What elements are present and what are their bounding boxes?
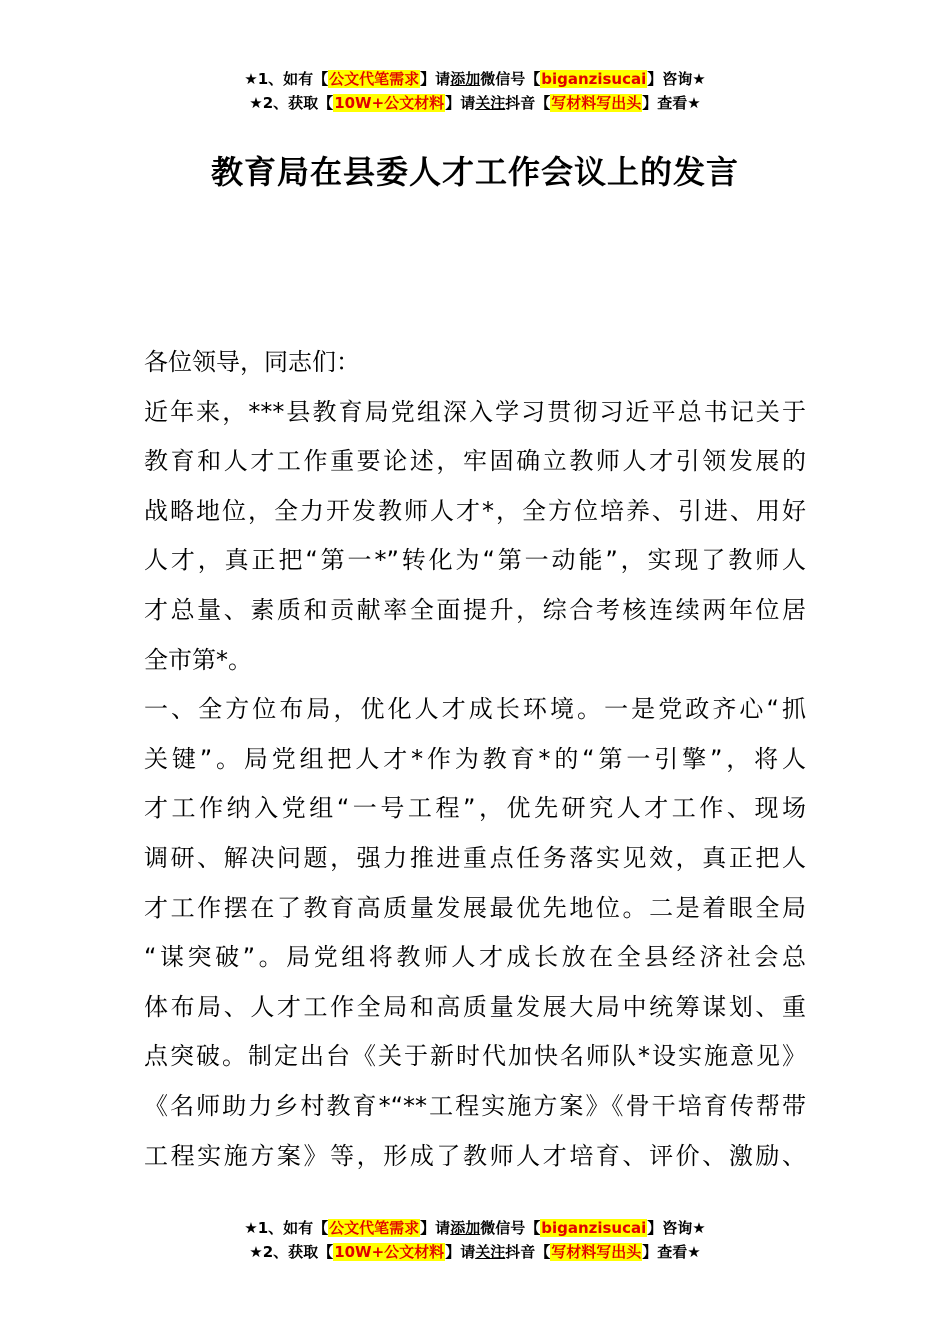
body-line: 关键”。局党组把人才*作为教育*的“第一引擎”，将人	[144, 744, 806, 773]
footer-promo-banner	[0, 1216, 950, 1264]
promo-line-1-mid: 】请	[420, 70, 451, 88]
body-line: 《名师助力乡村教育*“**工程实施方案》《骨干培育传帮带	[144, 1091, 806, 1120]
body-line: 才总量、素质和贡献率全面提升，综合考核连续两年位居	[144, 595, 806, 624]
body-line: 工程实施方案》等，形成了教师人才培育、评价、激励、	[144, 1141, 806, 1170]
body-line: 调研、解决问题，强力推进重点任务落实见效，真正把人	[144, 843, 806, 872]
body-line: 教育和人才工作重要论述，牢固确立教师人才引领发展的	[144, 447, 806, 476]
promo-line-1-mid2: 微信号【	[480, 1219, 541, 1237]
promo-highlight-douyin-account: 写材料写出头	[551, 1243, 642, 1261]
promo-line-2-emphasis: 关注	[475, 94, 506, 112]
promo-line-2-suffix: 】查看★	[642, 94, 701, 112]
promo-line-1-prefix: ★1、如有【	[244, 70, 329, 88]
promo-line-1-prefix: ★1、如有【	[244, 1219, 329, 1237]
promo-line-1	[0, 1216, 950, 1240]
promo-line-2-mid: 】请	[445, 1243, 476, 1261]
body-line: 战略地位，全力开发教师人才*，全方位培养、引进、用好	[144, 496, 806, 525]
promo-line-1-emphasis: 添加	[450, 1219, 481, 1237]
promo-line-2-prefix: ★2、获取【	[249, 94, 334, 112]
body-line: 近年来，***县教育局党组深入学习贯彻习近平总书记关于	[144, 397, 806, 426]
promo-line-2-mid: 】请	[445, 94, 476, 112]
promo-highlight-douyin-account: 写材料写出头	[551, 94, 642, 112]
promo-line-2-suffix: 】查看★	[642, 1243, 701, 1261]
promo-highlight-writing-service: 公文代笔需求	[329, 1219, 420, 1237]
salutation-line: 各位领导，同志们：	[144, 348, 360, 376]
promo-line-2	[0, 1240, 950, 1264]
promo-highlight-wechat-id: biganzisucai	[541, 1219, 647, 1237]
promo-highlight-materials: 10W+公文材料	[334, 94, 445, 112]
document-title: 教育局在县委人才工作会议上的发言	[210, 153, 739, 191]
promo-line-1-mid2: 微信号【	[480, 70, 541, 88]
promo-line-2-mid2: 抖音【	[505, 1243, 551, 1261]
promo-line-1	[0, 67, 950, 91]
promo-line-1-suffix: 】咨询★	[647, 70, 706, 88]
promo-line-2-prefix: ★2、获取【	[249, 1243, 334, 1261]
body-line: 人才，真正把“第一*”转化为“第一动能”，实现了教师人	[144, 546, 806, 575]
document-body	[144, 338, 806, 1181]
promo-line-2	[0, 91, 950, 115]
promo-highlight-writing-service: 公文代笔需求	[329, 70, 420, 88]
body-line: 才工作摆在了教育高质量发展最优先地位。二是着眼全局	[144, 893, 806, 922]
promo-line-1-mid: 】请	[420, 1219, 451, 1237]
body-line: “谋突破”。局党组将教师人才成长放在全县经济社会总	[144, 943, 806, 972]
promo-line-1-emphasis: 添加	[450, 70, 481, 88]
body-line: 全市第*。	[144, 645, 252, 674]
promo-line-1-suffix: 】咨询★	[647, 1219, 706, 1237]
promo-line-2-mid2: 抖音【	[505, 94, 551, 112]
section-heading-line: 一、全方位布局，优化人才成长环境。一是党政齐心“抓	[144, 695, 806, 724]
header-promo-banner	[0, 67, 950, 115]
promo-highlight-materials: 10W+公文材料	[334, 1243, 445, 1261]
body-line: 点突破。制定出台《关于新时代加快名师队*设实施意见》	[144, 1042, 806, 1071]
body-line: 体布局、人才工作全局和高质量发展大局中统筹谋划、重	[144, 992, 806, 1021]
promo-line-2-emphasis: 关注	[475, 1243, 506, 1261]
promo-highlight-wechat-id: biganzisucai	[541, 70, 647, 88]
body-line: 才工作纳入党组“一号工程”，优先研究人才工作、现场	[144, 794, 806, 823]
